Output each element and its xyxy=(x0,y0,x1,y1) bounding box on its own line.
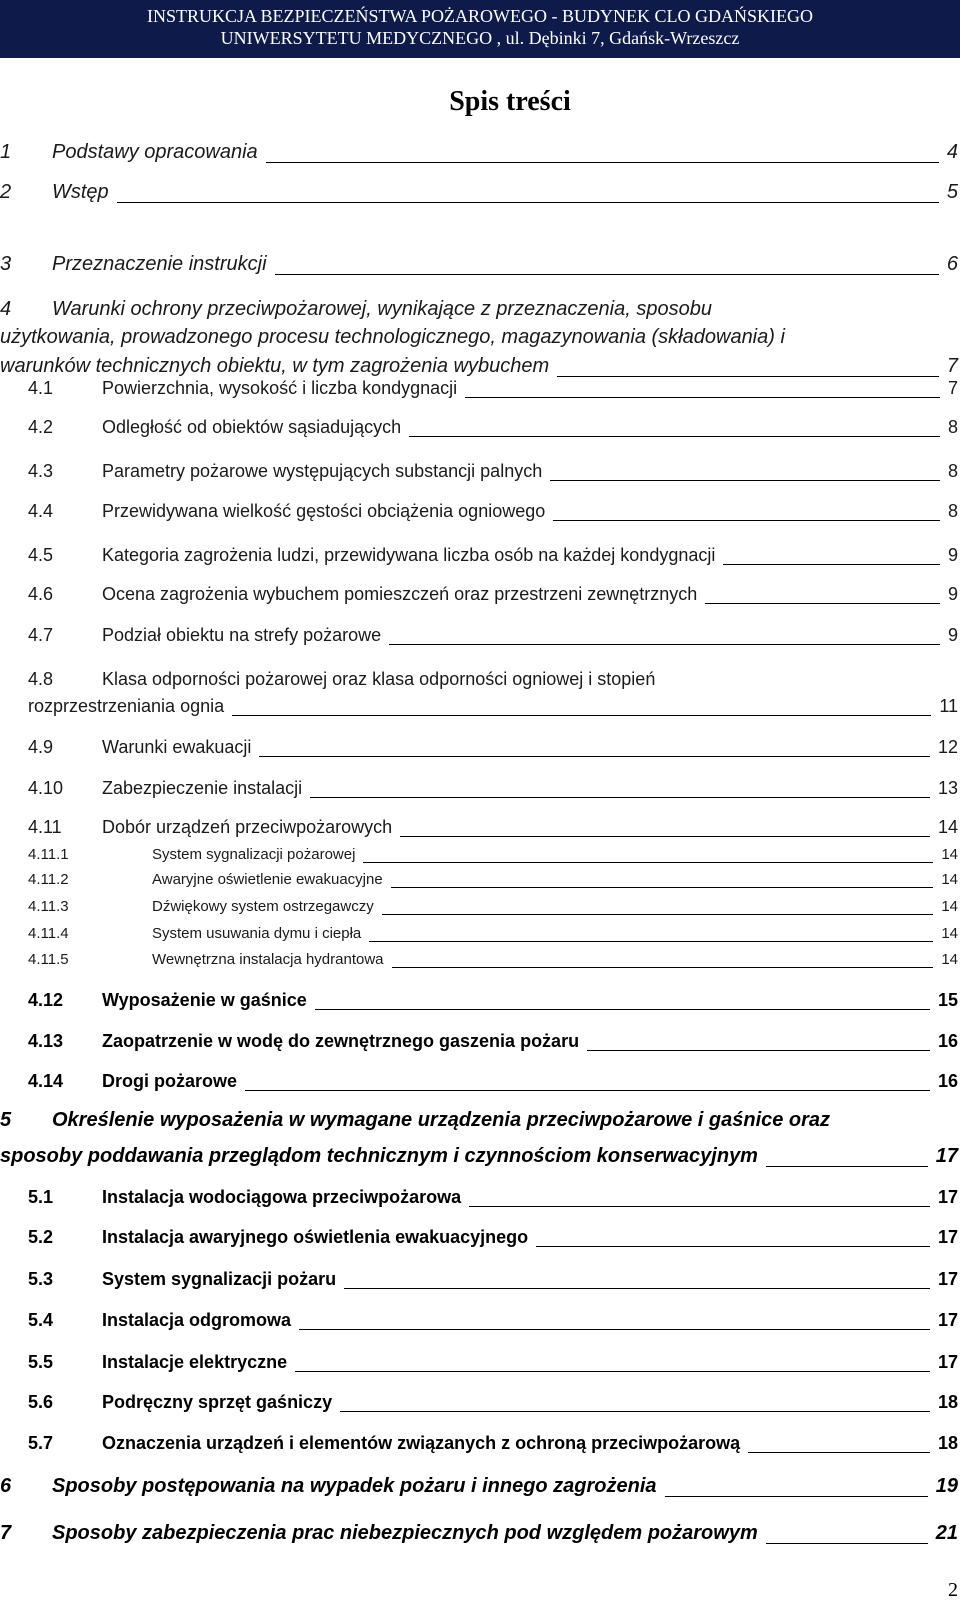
toc-entry-title: Zabezpieczenie instalacji xyxy=(102,778,303,798)
toc-entry-number: 4.9 xyxy=(28,737,54,757)
toc-entry-page: 17 xyxy=(935,1145,958,1167)
toc-entry-title: Określenie wyposażenia w wymagane urządzenia przeciwpożarowe i gaśnice oraz xyxy=(52,1109,831,1131)
toc-entry-title: Warunki ewakuacji xyxy=(102,737,252,757)
toc-entry-page: 14 xyxy=(941,846,958,863)
toc-leader-line xyxy=(766,1543,928,1544)
toc-entry-number: 7 xyxy=(0,1522,12,1544)
toc-entry-title: Ocena zagrożenia wybuchem pomieszczeń oraz przestrzeni zewnętrznych xyxy=(102,584,698,604)
toc-entry-page: 8 xyxy=(947,417,958,437)
toc-entry-title: użytkowania, prowadzonego procesu technologicznego, magazynowania (składowania) i xyxy=(0,326,785,348)
toc-entry-title: Dobór urządzeń przeciwpożarowych xyxy=(102,817,393,837)
toc-entry-number: 4.11.1 xyxy=(28,846,69,863)
toc-entry-title: Parametry pożarowe występujących substancji palnych xyxy=(102,461,543,481)
toc-leader-line xyxy=(259,756,930,757)
toc-entry-number: 4 xyxy=(0,298,12,320)
toc-entry-page: 9 xyxy=(947,584,958,604)
toc-entry-number: 4.11.2 xyxy=(28,871,69,888)
toc-entry-title: Instalacja odgromowa xyxy=(102,1310,292,1330)
toc-entry-title: Podział obiektu na strefy pożarowe xyxy=(102,625,382,645)
toc-leader-line xyxy=(550,480,940,481)
toc-entry-title: System sygnalizacji pożarowej xyxy=(152,846,356,863)
toc-leader-line xyxy=(705,603,940,604)
toc-leader-line xyxy=(315,1009,930,1010)
toc-entry-title: Wyposażenie w gaśnice xyxy=(102,990,307,1010)
toc-leader-line xyxy=(295,1371,930,1372)
toc-entry-title: Wstęp xyxy=(52,181,109,203)
toc-leader-line xyxy=(117,202,939,203)
toc-entry-number: 4.7 xyxy=(28,625,54,645)
toc-entry-title: Awaryjne oświetlenie ewakuacyjne xyxy=(152,871,383,888)
toc-entry-page: 14 xyxy=(937,817,958,837)
toc-entry-page: 17 xyxy=(937,1187,958,1207)
toc-entry-number: 4.3 xyxy=(28,461,54,481)
toc-entry-title: Dźwiękowy system ostrzegawczy xyxy=(152,898,374,915)
toc-entry-title: Instalacja wodociągowa przeciwpożarowa xyxy=(102,1187,462,1207)
toc-title: Spis treści xyxy=(449,86,571,117)
toc-entry-number: 4.2 xyxy=(28,417,54,437)
toc-leader-line xyxy=(310,797,930,798)
toc-entry-number: 5.7 xyxy=(28,1433,54,1453)
toc-entry-page: 14 xyxy=(941,898,958,915)
toc-entry-page: 7 xyxy=(946,355,958,377)
toc-entry-number: 5.4 xyxy=(28,1310,54,1330)
toc-entry-number: 5.2 xyxy=(28,1227,54,1247)
toc-entry-page: 14 xyxy=(941,871,958,888)
toc-entry-number: 4.13 xyxy=(28,1031,64,1051)
toc-entry-title: System usuwania dymu i ciepła xyxy=(152,925,362,942)
toc-entry-number: 4.11.3 xyxy=(28,898,69,915)
toc-entry-number: 4.10 xyxy=(28,778,64,798)
toc-leader-line xyxy=(723,564,940,565)
toc-leader-line xyxy=(392,967,934,968)
header-line-2: UNIWERSYTETU MEDYCZNEGO , ul. Dębinki 7, Gdańsk-Wrzeszcz xyxy=(220,28,740,48)
toc-entry-number: 4.1 xyxy=(28,378,54,398)
toc-entry-page: 9 xyxy=(947,625,958,645)
toc-leader-line xyxy=(748,1452,930,1453)
toc-entry-title: Drogi pożarowe xyxy=(102,1071,238,1091)
toc-entry-number: 4.8 xyxy=(28,669,54,689)
toc-entry-page: 4 xyxy=(946,141,958,163)
toc-entry-page: 17 xyxy=(937,1310,958,1330)
toc-entry-number: 4.11.5 xyxy=(28,951,69,968)
toc-entry-title: Powierzchnia, wysokość i liczba kondygnacji xyxy=(102,378,458,398)
toc-entry-title: Wewnętrzna instalacja hydrantowa xyxy=(152,951,384,968)
toc-leader-line xyxy=(557,376,939,377)
toc-leader-line xyxy=(665,1496,928,1497)
toc-entry-title: rozprzestrzeniania ognia xyxy=(28,696,225,716)
toc-entry-number: 3 xyxy=(0,253,12,275)
toc-entry-page: 12 xyxy=(937,737,958,757)
toc-entry-title: Podręczny sprzęt gaśniczy xyxy=(102,1392,333,1412)
toc-entry-number: 5.6 xyxy=(28,1392,54,1412)
toc-leader-line xyxy=(465,397,940,398)
toc-entry-title: warunków technicznych obiektu, w tym zagrożenia wybuchem xyxy=(0,355,550,377)
toc-leader-line xyxy=(536,1246,930,1247)
toc-entry-page: 6 xyxy=(946,253,958,275)
toc-leader-line xyxy=(391,887,934,888)
toc-entry-page: 17 xyxy=(937,1269,958,1289)
toc-entry-title: Przeznaczenie instrukcji xyxy=(52,253,267,275)
toc-entry-title: System sygnalizacji pożaru xyxy=(102,1269,337,1289)
toc-entry-title: Sposoby postępowania na wypadek pożaru i innego zagrożenia xyxy=(52,1475,657,1497)
toc-leader-line xyxy=(369,941,933,942)
toc-entry-title: Odległość od obiektów sąsiadujących xyxy=(102,417,402,437)
toc-entry-title: Instalacje elektryczne xyxy=(102,1352,288,1372)
toc-leader-line xyxy=(766,1166,928,1167)
toc-entry-page: 19 xyxy=(935,1475,958,1497)
toc-leader-line xyxy=(587,1050,930,1051)
toc-entry-number: 4.4 xyxy=(28,501,54,521)
toc-entry-page: 8 xyxy=(947,501,958,521)
toc-entry-number: 4.11.4 xyxy=(28,925,69,942)
toc-leader-line xyxy=(469,1206,930,1207)
toc-entry-page: 17 xyxy=(937,1352,958,1372)
page-number: 2 xyxy=(948,1579,958,1601)
toc-entry-number: 5 xyxy=(0,1109,12,1131)
toc-entry-title: Zaopatrzenie w wodę do zewnętrznego gaszenia pożaru xyxy=(102,1031,580,1051)
toc-entry-number: 1 xyxy=(0,141,12,163)
toc-entry-page: 14 xyxy=(941,925,958,942)
toc-leader-line xyxy=(400,836,930,837)
toc-leader-line xyxy=(232,715,931,716)
toc-entry-page: 14 xyxy=(941,951,958,968)
toc-leader-line xyxy=(389,644,940,645)
toc-entry-page: 7 xyxy=(947,378,958,398)
toc-entry-page: 9 xyxy=(947,545,958,565)
toc-entry-page: 21 xyxy=(935,1522,958,1544)
toc-entry-number: 6 xyxy=(0,1475,12,1497)
toc-entry-number: 5.5 xyxy=(28,1352,54,1372)
toc-entry-title: Przewidywana wielkość gęstości obciążenia ogniowego xyxy=(102,501,546,521)
toc-entry-number: 5.3 xyxy=(28,1269,54,1289)
toc-entry-title: Sposoby zabezpieczenia prac niebezpiecznych pod względem pożarowym xyxy=(52,1522,758,1544)
toc-leader-line xyxy=(275,274,939,275)
header-line-1: INSTRUKCJA BEZPIECZEŃSTWA POŻAROWEGO - BUDYNEK CLO GDAŃSKIEGO xyxy=(147,6,813,26)
toc-leader-line xyxy=(245,1090,930,1091)
toc-entry-page: 5 xyxy=(946,181,958,203)
toc-entry-title: Klasa odporności pożarowej oraz klasa odporności ogniowej i stopień xyxy=(102,669,656,689)
toc-entry-page: 18 xyxy=(937,1433,958,1453)
toc-entry-page: 13 xyxy=(937,778,958,798)
toc-entry-number: 4.12 xyxy=(28,990,64,1010)
toc-leader-line xyxy=(382,914,934,915)
toc-entry-title: sposoby poddawania przeglądom technicznym i czynnościom konserwacyjnym xyxy=(0,1145,758,1167)
toc-entry-number: 4.11 xyxy=(28,817,62,837)
toc-entry-number: 4.5 xyxy=(28,545,54,565)
toc-entry-page: 11 xyxy=(939,696,958,716)
toc-leader-line xyxy=(344,1288,930,1289)
toc-entry-number: 4.6 xyxy=(28,584,54,604)
toc-entry-page: 17 xyxy=(937,1227,958,1247)
toc-leader-line xyxy=(553,520,940,521)
toc-entry-title: Kategoria zagrożenia ludzi, przewidywana liczba osób na każdej kondygnacji xyxy=(102,545,716,565)
toc-entry-number: 2 xyxy=(0,181,12,203)
toc-leader-line xyxy=(409,436,940,437)
toc-entry-title: Podstawy opracowania xyxy=(52,141,258,163)
toc-entry-page: 8 xyxy=(947,461,958,481)
toc-entry-title: Oznaczenia urządzeń i elementów związanych z ochroną przeciwpożarową xyxy=(102,1433,741,1453)
toc-leader-line xyxy=(340,1411,930,1412)
toc-entry-page: 16 xyxy=(937,1031,958,1051)
toc-leader-line xyxy=(266,162,939,163)
toc-entry-page: 16 xyxy=(937,1071,958,1091)
toc-entry-title: Warunki ochrony przeciwpożarowej, wynikające z przeznaczenia, sposobu xyxy=(52,298,712,320)
toc-entry-title: Instalacja awaryjnego oświetlenia ewakuacyjnego xyxy=(102,1227,529,1247)
toc-entry-page: 15 xyxy=(937,990,958,1010)
toc-entry-number: 5.1 xyxy=(28,1187,54,1207)
toc-entry-number: 4.14 xyxy=(28,1071,64,1091)
toc-entry-page: 18 xyxy=(937,1392,958,1412)
toc-leader-line xyxy=(363,862,933,863)
toc-leader-line xyxy=(299,1329,930,1330)
